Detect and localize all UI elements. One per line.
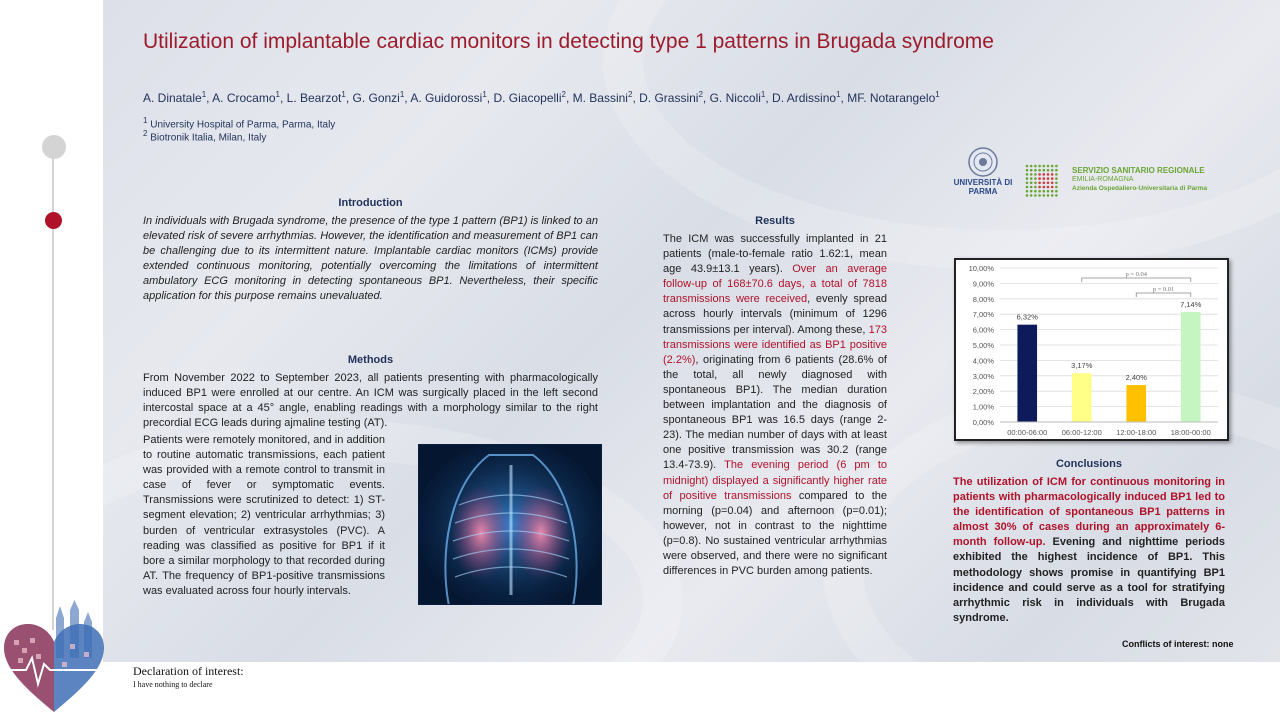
author-affiliation-mark: 1	[482, 90, 487, 99]
conclusions-heading: Conclusions	[1055, 458, 1122, 470]
conclusions-text: The utilization of ICM for continuous monitoring in patients with pharmacologically induced BP1 led to the identification of spontaneous BP1 patterns in almost 30% of cases during an approximately 6-month follow-up. Evening and nighttime periods exhibited the highest incidence of BP1. This methodology shows promise in quantifying BP1 incidence and could serve as a tool for stratifying arrhythmic risk in individuals with Brugada syndrome.	[953, 476, 1225, 624]
ssr-line3: Azienda Ospedaliero-Universitaria di Parma	[1072, 185, 1208, 192]
logo-dot	[1030, 165, 1033, 168]
logo-dot	[1026, 190, 1029, 193]
logo-dot	[1043, 169, 1046, 172]
logo-dot	[1038, 177, 1041, 180]
author-affiliation-mark: 1	[836, 90, 841, 99]
results-heading: Results	[755, 215, 795, 227]
methods-text-1: From November 2022 to September 2023, all patients presenting with pharmacologically induced BP1 were enrolled at our centre. An ICM was surgically placed in the left second intercostal space at a 45° angle, enabling readings with a morphology similar to the right precordial ECG leads during ajmaline testing (AT).	[143, 372, 598, 430]
bar-value-label: 7,14%	[1180, 300, 1202, 310]
author-affiliation-mark: 1	[275, 90, 280, 99]
logo-dot	[1047, 190, 1050, 193]
logo-dot	[1038, 173, 1041, 176]
logo-dot	[1047, 194, 1050, 197]
footer-band	[103, 662, 1280, 720]
logo-dot	[1043, 194, 1046, 197]
bar-12:00-18:00	[1126, 385, 1146, 422]
logo-dot	[1026, 165, 1029, 168]
methods-text-2: Patients were remotely monitored, and in addition to routine automatic transmissions, each patient was provided with a remote control to transmit in case of fever or symptomatic events. Transmissions were scrutinized to detect: 1) ST-segment elevation; 2) ventricular arrhythmias; 3) burden of ventricular extrasystoles (PVC). A reading was classified as positive for BP1 if it bore a similar morphology to that recorded during AT. The frequency of BP1-positive transmissions was evaluated across four hourly intervals.	[143, 434, 385, 597]
logo-dot	[1026, 177, 1029, 180]
author-name: D. Giacopelli	[493, 91, 562, 105]
logo-dot	[1026, 194, 1029, 197]
y-tick-label: 7,00%	[972, 310, 994, 320]
logo-dot	[1051, 182, 1054, 185]
bar-06:00-12:00	[1072, 373, 1092, 422]
author-name: MF. Notarangelo	[847, 91, 936, 105]
logo-dot	[1034, 182, 1037, 185]
logo-dot	[1043, 165, 1046, 168]
logo-dot	[1038, 186, 1041, 189]
y-tick-label: 6,00%	[972, 325, 994, 335]
bar-18:00-00:00	[1181, 312, 1201, 422]
bar-value-label: 2,40%	[1125, 373, 1147, 383]
logo-dot	[1055, 173, 1058, 176]
y-tick-label: 9,00%	[972, 279, 994, 289]
author-list: A. Dinatale$^1$, A. Crocamo$^1$, L. Bearzot$^1$, G. Gonzi$^1$, A. Guidorossi$^1$, D. Giacopelli$^2$, M. Bassini$^2$, D. Grassini$^2$, G. Niccoli$^1$, D. Ardissino$^1$, MF. Notarangelo$^1$	[143, 90, 940, 105]
y-tick-label: 3,00%	[972, 371, 994, 381]
conflicts-of-interest: Conflicts of interest: none	[1122, 639, 1234, 649]
logo-dot	[1055, 190, 1058, 193]
logo-dot	[1030, 186, 1033, 189]
x-category-label: 12:00-18:00	[1116, 428, 1157, 437]
author-name: A. Dinatale	[143, 91, 202, 105]
logo-dot	[1051, 165, 1054, 168]
ssr-line1: SERVIZIO SANITARIO REGIONALE	[1072, 166, 1205, 175]
lungs-xray-icon	[419, 445, 602, 605]
y-tick-label: 5,00%	[972, 341, 994, 350]
author-affiliation-mark: 2	[561, 90, 566, 99]
university-seal-icon	[953, 146, 1013, 178]
methods-heading: Methods	[347, 354, 394, 366]
timeline-dot-red	[45, 212, 62, 229]
logo-dot	[1051, 177, 1054, 180]
bar-chart-svg	[956, 260, 1227, 439]
logo-dot	[1047, 186, 1050, 189]
y-tick-label: 4,00%	[972, 356, 994, 366]
y-tick-label: 2,00%	[972, 387, 994, 397]
logo-dot	[1034, 169, 1037, 172]
logo-dot	[1047, 182, 1050, 185]
logo-dot	[1043, 190, 1046, 193]
dot-grid-logo-icon	[1024, 164, 1060, 198]
author-name: L. Bearzot	[286, 91, 342, 105]
author-name: G. Niccoli	[709, 91, 761, 105]
author-name: D. Ardissino	[772, 91, 837, 105]
y-tick-label: 8,00%	[972, 294, 994, 304]
logo-dot	[1055, 182, 1058, 185]
y-tick-label: 10,00%	[968, 264, 994, 273]
logo-dot	[1034, 194, 1037, 197]
logo-dot	[1030, 169, 1033, 172]
timeline-dot-grey	[42, 135, 66, 159]
logo-dot	[1051, 173, 1054, 176]
bp1-bar-chart	[954, 258, 1229, 441]
logo-dot	[1026, 169, 1029, 172]
ssr-line2: EMILIA-ROMAGNA	[1072, 176, 1134, 183]
logo-dot	[1030, 194, 1033, 197]
university-logo	[953, 146, 1015, 198]
author-name: M. Bassini	[572, 91, 628, 105]
poster-title: Utilization of implantable cardiac monitors in detecting type 1 patterns in Brugada syndrome	[143, 30, 994, 53]
author-affiliation-mark: 1	[341, 90, 346, 99]
logo-dot	[1026, 186, 1029, 189]
declaration-title: Declaration of interest:	[133, 664, 244, 678]
logo-dot	[1055, 177, 1058, 180]
x-category-label: 06:00-12:00	[1061, 428, 1102, 437]
introduction-heading: Introduction	[338, 197, 403, 209]
university-name: UNIVERSITÀ DI PARMA	[953, 178, 1013, 196]
logo-dot	[1034, 190, 1037, 193]
logo-dot	[1055, 186, 1058, 189]
logo-dot	[1043, 177, 1046, 180]
logo-dot	[1055, 165, 1058, 168]
significance-label: p = 0.01	[1152, 286, 1175, 293]
significance-bracket	[1136, 293, 1191, 297]
logo-dot	[1026, 173, 1029, 176]
logo-dot	[1047, 169, 1050, 172]
heart-logo-icon	[0, 600, 108, 715]
author-affiliation-mark: 1	[935, 90, 940, 99]
logo-dot	[1047, 173, 1050, 176]
bar-value-label: 3,17%	[1071, 361, 1093, 371]
logo-dot	[1051, 190, 1054, 193]
logo-dot	[1043, 173, 1046, 176]
author-affiliation-mark: 1	[760, 90, 766, 99]
logo-dot	[1034, 165, 1037, 168]
logo-dot	[1030, 173, 1033, 176]
author-name: D. Grassini	[639, 91, 699, 105]
results-text: The ICM was successfully implanted in 21 patients (male-to-female ratio 1.62:1, mean age 43.9±13.1 years). Over an average follow-up of 168±70.6 days, a total of 7818 transmissions were received, evenly spread across hourly intervals (minimum of 1296 transmissions per interval). Among these, 173 transmissions were identified as BP1 positive (2.2%), originating from 6 patients (28.6% of the total, all newly diagnosed with spontaneous BP1). The median duration between implantation and the diagnosis of spontaneous BP1 was 16.5 days (range 2-23). The median number of days with at least one positive transmission was 30.2 (range 13.4-73.9). The evening period (6 pm to midnight) displayed a significantly higher rate of positive transmissions compared to the morning (p=0.04) and afternoon (p=0.01); however, not in contrast to the nighttime (p=0.8). No sustained ventricular arrhythmias were observed, and there were no significant differences in PVC burden among patients.	[663, 233, 887, 578]
logo-dot	[1038, 182, 1041, 185]
logo-dot	[1038, 169, 1041, 172]
x-category-label: 18:00-00:00	[1170, 428, 1211, 437]
logo-dot	[1038, 165, 1041, 168]
author-affiliation-mark: 1	[201, 90, 207, 99]
author-name: A. Guidorossi	[410, 91, 483, 105]
declaration-text: I have nothing to declare	[133, 680, 213, 689]
bar-value-label: 6,32%	[1016, 312, 1038, 322]
logo-dot	[1034, 186, 1037, 189]
author-name: A. Crocamo	[212, 91, 276, 105]
significance-label: p = 0.04	[1125, 271, 1148, 278]
author-affiliation-mark: 1	[399, 90, 405, 99]
y-tick-label: 1,00%	[972, 402, 994, 412]
y-tick-label: 0,00%	[972, 418, 994, 427]
logo-dot	[1051, 169, 1054, 172]
author-name: G. Gonzi	[352, 91, 400, 105]
logo-dot	[1030, 182, 1033, 185]
logo-dot	[1038, 194, 1041, 197]
regional-health-logo	[1024, 164, 1224, 198]
affiliation-1: $^1$ University Hospital of Parma, Parma, Italy	[143, 116, 336, 131]
logo-dot	[1038, 190, 1041, 193]
author-affiliation-mark: 2	[698, 90, 703, 99]
logo-dot	[1043, 186, 1046, 189]
logo-dot	[1051, 186, 1054, 189]
logo-dot	[1030, 190, 1033, 193]
logo-dot	[1026, 182, 1029, 185]
logo-dot	[1034, 177, 1037, 180]
author-affiliation-mark: 2	[627, 90, 633, 99]
logo-dot	[1034, 173, 1037, 176]
logo-dot	[1051, 194, 1054, 197]
logo-dot	[1055, 169, 1058, 172]
introduction-text: In individuals with Brugada syndrome, the presence of the type 1 pattern (BP1) is linked to an elevated risk of severe arrhythmias. However, the identification and measurement of BP1 can be challenging due to its intermittent nature. Implantable cardiac monitors (ICMs) provide extended continuous monitoring, potentially overcoming the limitations of intermittent ambulatory ECG monitoring in detecting spontaneous BP1. Nevertheless, their specific application for this purpose remains unevaluated.	[143, 215, 598, 303]
logo-dot	[1043, 182, 1046, 185]
logo-dot	[1047, 177, 1050, 180]
affiliation-2: $^2$ Biotronik Italia, Milan, Italy	[143, 129, 267, 144]
x-category-label: 00:00-06:00	[1007, 428, 1048, 437]
logo-dot	[1055, 194, 1058, 197]
significance-bracket	[1082, 278, 1191, 282]
logo-dot	[1047, 165, 1050, 168]
logo-dot	[1030, 177, 1033, 180]
lung-illustration	[418, 444, 602, 605]
bar-00:00-06:00	[1017, 325, 1037, 422]
